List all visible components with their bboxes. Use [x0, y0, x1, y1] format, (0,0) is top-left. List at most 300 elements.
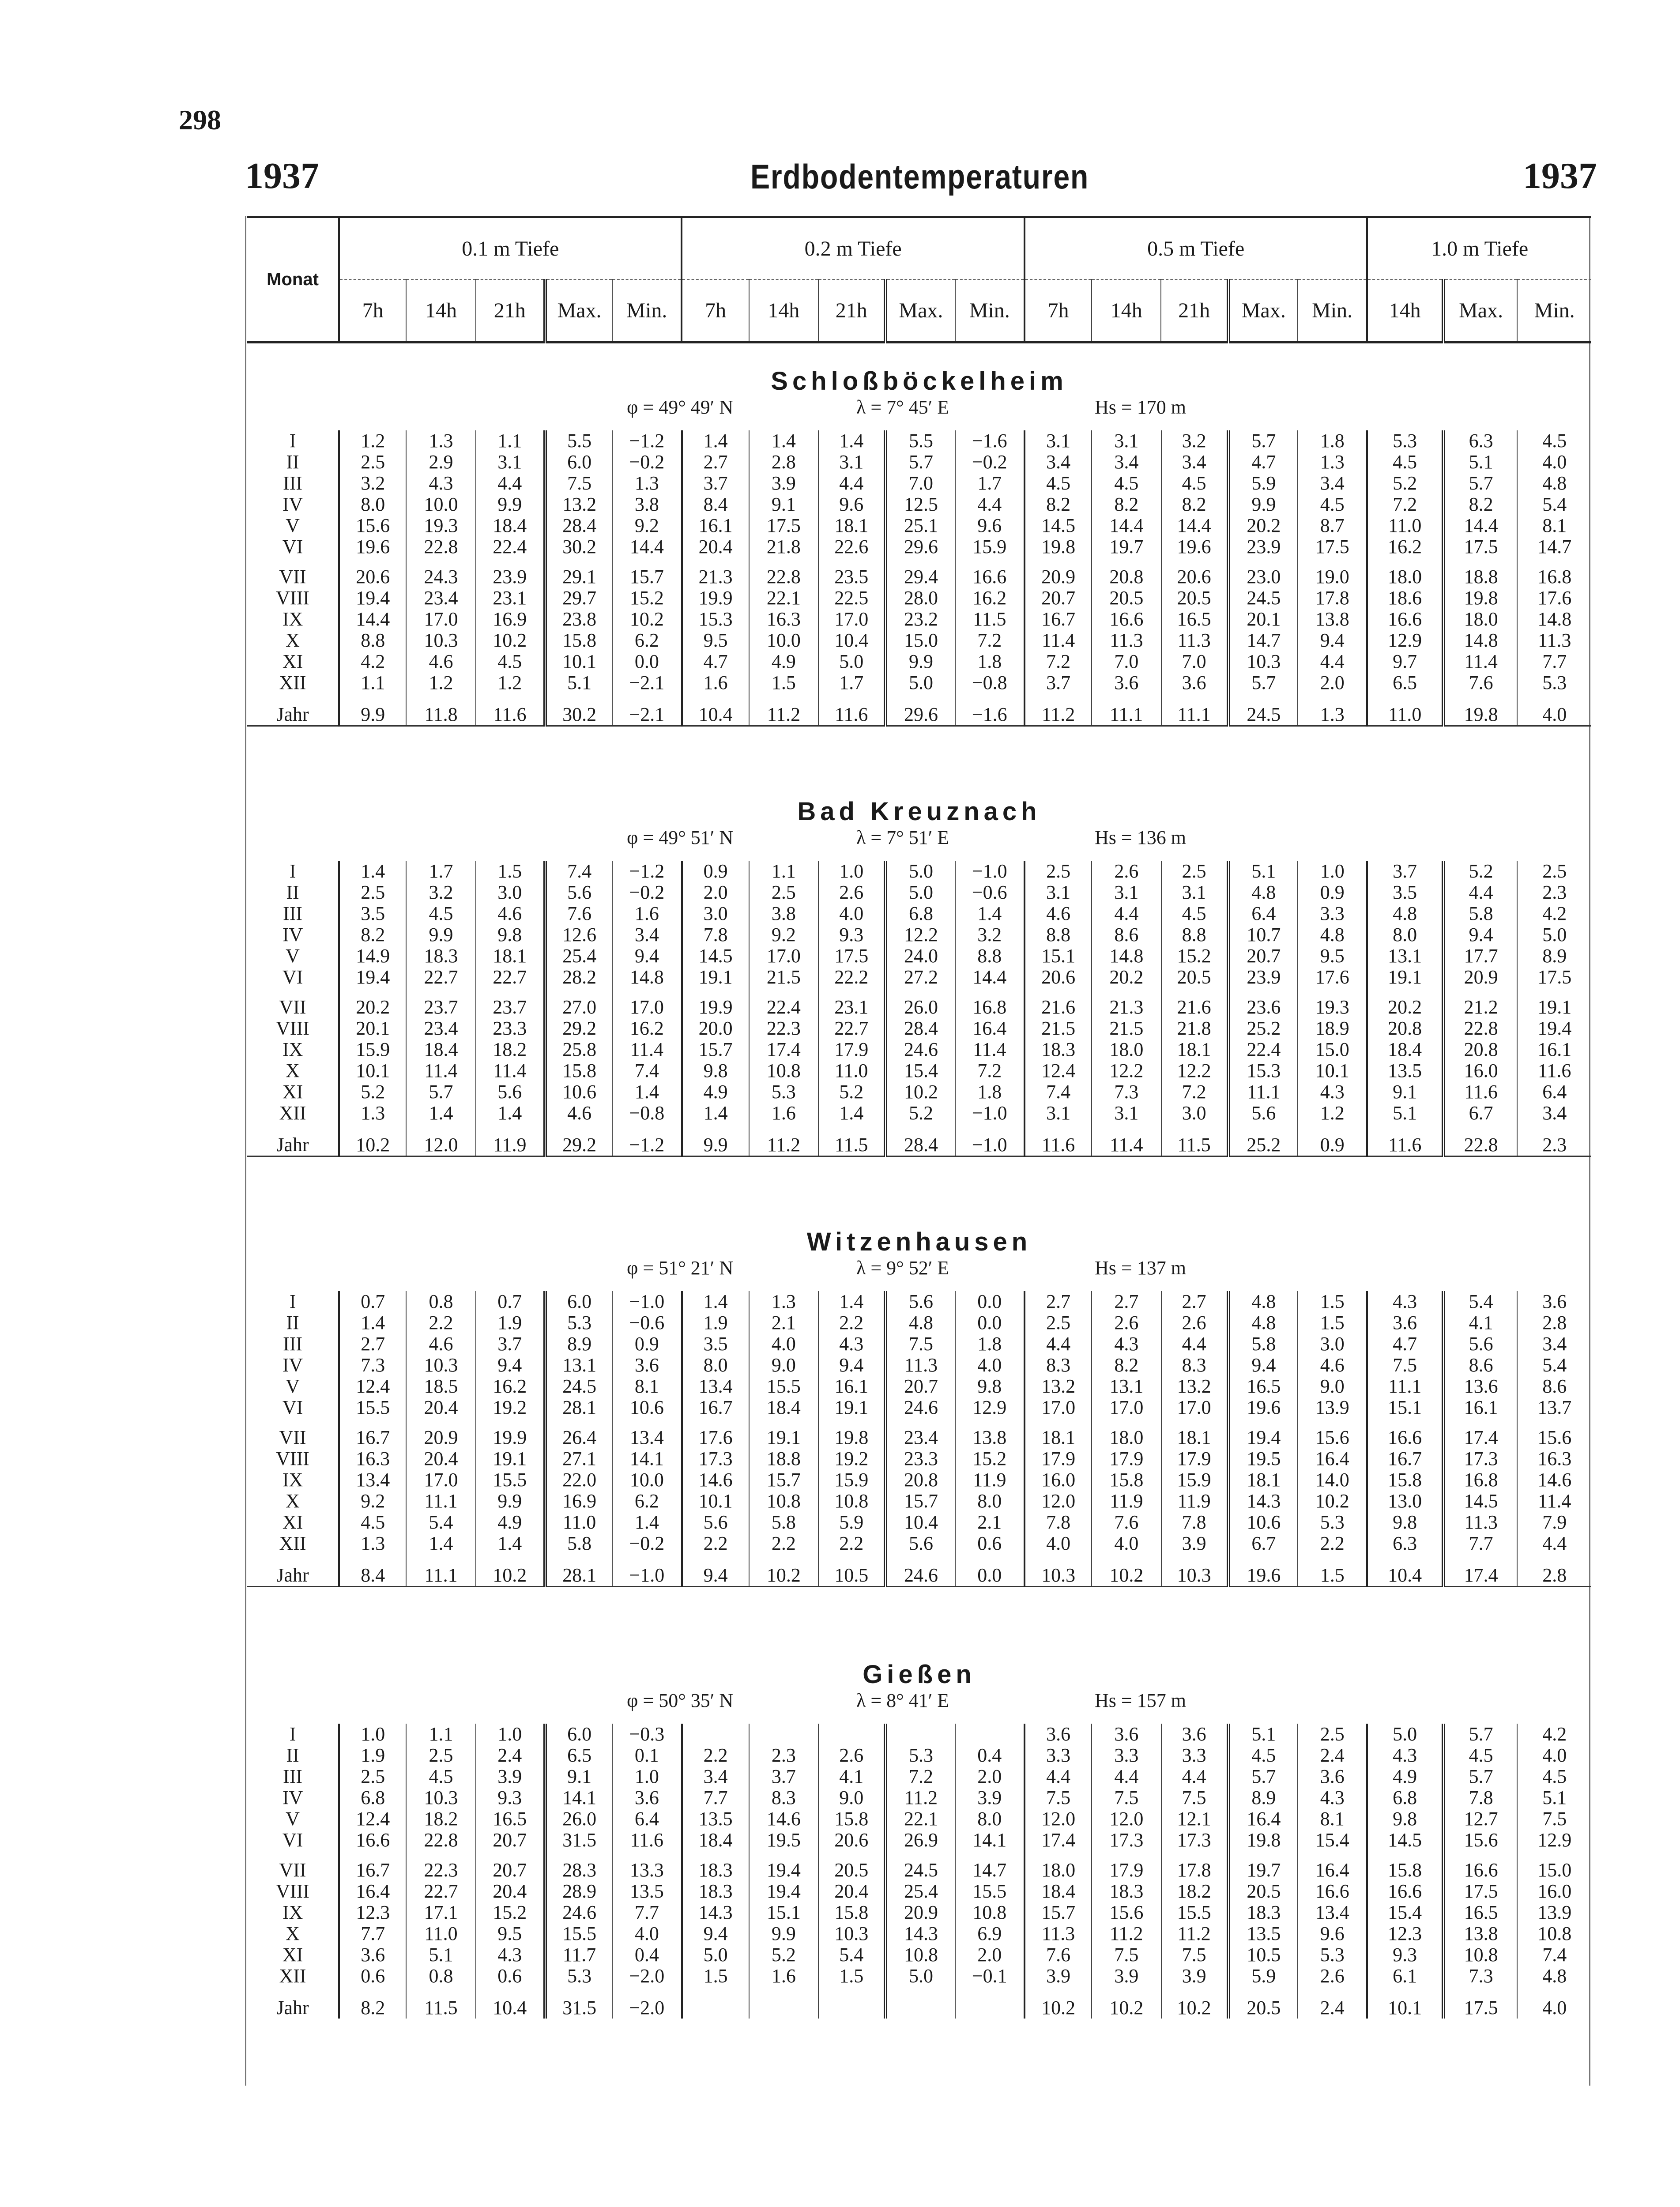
header-monat: Monat: [247, 217, 339, 342]
table-cell: 1.2: [339, 430, 406, 452]
table-cell: 10.6: [612, 1397, 682, 1418]
table-cell: 15.5: [1161, 1902, 1228, 1923]
table-cell: 13.5: [612, 1881, 682, 1902]
table-row: [247, 430, 1591, 452]
month-label: VIII: [276, 587, 309, 609]
month-label: I: [289, 860, 296, 882]
table-row: [247, 1923, 1591, 1944]
table-cell: [955, 1724, 1025, 1745]
month-label: X: [286, 629, 300, 651]
table-cell: 14.6: [749, 1808, 818, 1830]
table-cell: 23.3: [476, 1018, 545, 1039]
table-cell: 9.4: [1228, 1355, 1298, 1376]
table-cell: 19.4: [1517, 1018, 1591, 1039]
table-cell: 18.2: [406, 1808, 475, 1830]
table-cell: 17.9: [1025, 1448, 1092, 1469]
table-cell: 7.2: [1161, 1081, 1228, 1103]
table-cell: 13.3: [612, 1851, 682, 1881]
table-cell: 4.0: [1517, 452, 1591, 473]
table-cell: 14.4: [955, 967, 1025, 988]
table-cell: 25.2: [1228, 1018, 1298, 1039]
table-cell: 19.8: [1443, 693, 1517, 726]
table-cell: 16.6: [1367, 609, 1443, 630]
year-row: [247, 693, 1591, 726]
table-cell: 0.9: [612, 1333, 682, 1355]
table-cell: 20.0: [682, 1018, 749, 1039]
table-cell: 2.5: [339, 1766, 406, 1787]
table-row: [247, 1039, 1591, 1060]
table-cell: 18.4: [1025, 1881, 1092, 1902]
table-cell: 19.5: [1228, 1448, 1298, 1469]
table-cell: 4.5: [1161, 473, 1228, 494]
table-cell: 18.0: [1092, 1039, 1161, 1060]
table-row: [247, 494, 1591, 515]
table-cell: 11.1: [1367, 1376, 1443, 1397]
table-row: [247, 473, 1591, 494]
table-cell: 22.7: [476, 967, 545, 988]
table-cell: 4.4: [1443, 882, 1517, 903]
table-cell: 15.8: [1367, 1469, 1443, 1491]
station-coordinates: [247, 1257, 1591, 1283]
table-cell: 13.9: [1298, 1397, 1367, 1418]
table-cell: 11.4: [1517, 1491, 1591, 1512]
table-cell: −0.3: [612, 1724, 682, 1745]
table-cell: 1.2: [1298, 1103, 1367, 1124]
table-cell: 10.4: [1367, 1554, 1443, 1587]
table-cell: 1.5: [476, 861, 545, 882]
table-cell: 15.0: [1298, 1039, 1367, 1060]
table-cell: 1.5: [682, 1966, 749, 1987]
table-cell: 9.7: [1367, 651, 1443, 672]
table-cell: 11.0: [545, 1512, 612, 1533]
table-cell: 17.0: [406, 1469, 475, 1491]
table-cell: 11.4: [612, 1039, 682, 1060]
table-cell: 10.8: [885, 1944, 955, 1966]
table-cell: 24.5: [885, 1851, 955, 1881]
table-cell: 15.9: [955, 536, 1025, 557]
table-cell: 4.3: [1298, 1081, 1367, 1103]
table-cell: 2.6: [818, 882, 885, 903]
table-cell: 1.3: [406, 430, 475, 452]
table-cell: 7.0: [1092, 651, 1161, 672]
table-cell: 16.8: [1443, 1469, 1517, 1491]
table-cell: 1.4: [476, 1533, 545, 1554]
table-cell: 24.6: [885, 1039, 955, 1060]
table-cell: 16.0: [1443, 1060, 1517, 1081]
table-cell: 2.2: [818, 1533, 885, 1554]
table-cell: 21.5: [1092, 1018, 1161, 1039]
table-cell: 14.8: [1092, 945, 1161, 967]
table-cell: 7.6: [1443, 672, 1517, 693]
table-row: [247, 651, 1591, 672]
header-sub: 21h: [1161, 279, 1228, 342]
table-cell: 1.1: [476, 430, 545, 452]
table-cell: 1.3: [612, 473, 682, 494]
table-cell: 22.6: [818, 536, 885, 557]
table-cell: 4.5: [1161, 903, 1228, 924]
table-cell: 20.7: [1025, 588, 1092, 609]
table-cell: 23.9: [1228, 967, 1298, 988]
month-label: IV: [282, 924, 303, 945]
table-cell: 7.3: [1443, 1966, 1517, 1987]
table-cell: [749, 1987, 818, 2019]
table-cell: 15.2: [1161, 945, 1228, 967]
table-cell: 20.8: [885, 1469, 955, 1491]
header-group-1-0m: 1.0 m Tiefe: [1367, 217, 1591, 279]
table-cell: 10.3: [818, 1923, 885, 1944]
table-cell: 4.1: [818, 1766, 885, 1787]
table-cell: 8.2: [1092, 494, 1161, 515]
table-cell: 16.1: [818, 1376, 885, 1397]
table-cell: −0.6: [955, 882, 1025, 903]
table-cell: 8.0: [955, 1808, 1025, 1830]
table-cell: 16.5: [1443, 1902, 1517, 1923]
table-cell: 6.8: [339, 1787, 406, 1808]
table-cell: 23.4: [406, 1018, 475, 1039]
table-cell: 2.1: [749, 1312, 818, 1333]
table-cell: 3.7: [476, 1333, 545, 1355]
table-row: [247, 1512, 1591, 1533]
table-cell: 3.0: [476, 882, 545, 903]
table-cell: 23.7: [476, 988, 545, 1018]
header-group-0-5m: 0.5 m Tiefe: [1025, 217, 1367, 279]
table-cell: 10.4: [682, 693, 749, 726]
table-cell: 17.9: [1092, 1851, 1161, 1881]
table-cell: 9.6: [818, 494, 885, 515]
table-cell: 20.5: [818, 1851, 885, 1881]
table-cell: 17.0: [1025, 1397, 1092, 1418]
table-row: [247, 1745, 1591, 1766]
coord-phi: φ = 51° 21′ N: [627, 1257, 734, 1279]
table-cell: 11.9: [1092, 1491, 1161, 1512]
table-cell: 19.6: [1228, 1554, 1298, 1587]
table-cell: 5.3: [545, 1966, 612, 1987]
table-cell: 15.1: [749, 1902, 818, 1923]
table-cell: 4.6: [1025, 903, 1092, 924]
table-cell: 26.0: [885, 988, 955, 1018]
table-cell: 0.4: [955, 1745, 1025, 1766]
table-cell: 16.2: [612, 1018, 682, 1039]
month-label: VII: [279, 996, 306, 1018]
table-cell: 16.4: [955, 1018, 1025, 1039]
table-cell: 4.3: [476, 1944, 545, 1966]
month-label: IX: [282, 1469, 303, 1491]
month-label: II: [286, 451, 299, 473]
table-cell: 3.4: [1092, 452, 1161, 473]
coord-height: Hs = 170 m: [1095, 396, 1186, 418]
station-block: [247, 366, 1591, 727]
table-cell: 19.1: [1367, 967, 1443, 988]
table-cell: 20.2: [1228, 515, 1298, 536]
table-cell: 5.8: [1443, 903, 1517, 924]
table-cell: 2.7: [682, 452, 749, 473]
table-cell: 4.5: [406, 1766, 475, 1787]
table-cell: 5.1: [545, 672, 612, 693]
table-cell: 23.7: [406, 988, 475, 1018]
table-cell: 18.1: [1228, 1469, 1298, 1491]
table-cell: 9.4: [682, 1923, 749, 1944]
table-row: [247, 452, 1591, 473]
table-cell: 17.1: [406, 1902, 475, 1923]
table-cell: 9.1: [545, 1766, 612, 1787]
table-cell: 15.4: [885, 1060, 955, 1081]
table-cell: 22.3: [749, 1018, 818, 1039]
table-cell: 4.3: [1367, 1291, 1443, 1312]
table-cell: 16.1: [1443, 1397, 1517, 1418]
table-cell: 7.3: [1092, 1081, 1161, 1103]
table-cell: 20.9: [885, 1902, 955, 1923]
table-cell: 7.7: [682, 1787, 749, 1808]
month-label: XI: [282, 1944, 303, 1966]
table-cell: 3.6: [1298, 1766, 1367, 1787]
table-cell: 3.6: [1367, 1312, 1443, 1333]
table-cell: −1.6: [955, 693, 1025, 726]
table-row: [247, 1533, 1591, 1554]
table-cell: 13.8: [1298, 609, 1367, 630]
table-cell: 10.2: [476, 1554, 545, 1587]
table-cell: 4.4: [818, 473, 885, 494]
table-cell: 4.5: [1443, 1745, 1517, 1766]
table-cell: 8.2: [1161, 494, 1228, 515]
table-cell: 8.7: [1298, 515, 1367, 536]
station-table: [247, 861, 1591, 1157]
table-cell: 4.0: [1517, 1745, 1591, 1766]
table-cell: 5.3: [1517, 672, 1591, 693]
table-cell: 7.8: [1443, 1787, 1517, 1808]
station-coordinates: [247, 396, 1591, 422]
table-cell: 4.6: [476, 903, 545, 924]
table-cell: 3.4: [1298, 473, 1367, 494]
month-label: XII: [279, 1533, 306, 1554]
table-cell: 15.6: [1517, 1418, 1591, 1448]
table-cell: 4.8: [1517, 1966, 1591, 1987]
table-cell: 5.1: [1367, 1103, 1443, 1124]
table-cell: −0.6: [612, 1312, 682, 1333]
table-cell: 5.7: [1228, 1766, 1298, 1787]
table-cell: 4.5: [1298, 494, 1367, 515]
table-cell: 8.6: [1517, 1376, 1591, 1397]
coord-lambda: λ = 7° 45′ E: [856, 396, 949, 418]
table-cell: 10.3: [1161, 1554, 1228, 1587]
table-cell: −0.2: [955, 452, 1025, 473]
table-cell: 4.4: [1092, 1766, 1161, 1787]
table-cell: 26.9: [885, 1830, 955, 1851]
table-cell: 20.9: [1025, 557, 1092, 588]
table-cell: 3.5: [339, 903, 406, 924]
table-cell: 5.1: [1443, 452, 1517, 473]
column-header: [247, 216, 1591, 343]
table-cell: 10.6: [545, 1081, 612, 1103]
table-cell: 1.0: [1298, 861, 1367, 882]
table-cell: 1.5: [1298, 1554, 1367, 1587]
table-cell: 3.9: [749, 473, 818, 494]
table-cell: 10.4: [818, 630, 885, 651]
header-sub: Min.: [955, 279, 1025, 342]
table-cell: 16.3: [749, 609, 818, 630]
table-cell: 28.3: [545, 1851, 612, 1881]
month-label: IV: [282, 1354, 303, 1376]
table-cell: 11.1: [406, 1554, 475, 1587]
table-cell: 1.2: [476, 672, 545, 693]
table-cell: 8.8: [955, 945, 1025, 967]
table-cell: 7.2: [955, 630, 1025, 651]
table-cell: 5.3: [1367, 430, 1443, 452]
table-cell: 2.4: [1298, 1745, 1367, 1766]
table-cell: 4.5: [1025, 473, 1092, 494]
header-sub: 7h: [682, 279, 749, 342]
table-cell: 6.3: [1367, 1533, 1443, 1554]
table-cell: 3.6: [1092, 672, 1161, 693]
table-cell: 19.3: [406, 515, 475, 536]
table-cell: 16.3: [339, 1448, 406, 1469]
table-cell: 14.4: [612, 536, 682, 557]
table-row: [247, 1966, 1591, 1987]
table-cell: 7.7: [1517, 651, 1591, 672]
table-cell: 5.6: [476, 1081, 545, 1103]
table-cell: 25.2: [1228, 1124, 1298, 1156]
table-cell: 19.1: [682, 967, 749, 988]
table-cell: 16.5: [1228, 1376, 1298, 1397]
table-cell: 4.4: [1092, 903, 1161, 924]
table-cell: 13.2: [1025, 1376, 1092, 1397]
table-cell: 16.7: [682, 1397, 749, 1418]
table-cell: 9.0: [749, 1355, 818, 1376]
table-cell: 15.6: [1298, 1418, 1367, 1448]
table-cell: 19.2: [476, 1397, 545, 1418]
table-cell: 20.6: [1161, 557, 1228, 588]
header-sub: Max.: [1228, 279, 1298, 342]
table-cell: 4.4: [476, 473, 545, 494]
table-cell: 0.7: [339, 1291, 406, 1312]
table-cell: 3.1: [1092, 882, 1161, 903]
table-cell: 13.0: [1367, 1491, 1443, 1512]
table-cell: 22.3: [406, 1851, 475, 1881]
table-cell: 15.8: [818, 1808, 885, 1830]
table-cell: 15.8: [1367, 1851, 1443, 1881]
table-cell: 13.5: [682, 1808, 749, 1830]
table-row: [247, 967, 1591, 988]
table-cell: 5.6: [545, 882, 612, 903]
table-cell: 15.8: [1092, 1469, 1161, 1491]
table-cell: −1.6: [955, 430, 1025, 452]
table-cell: 15.2: [955, 1448, 1025, 1469]
table-cell: −1.0: [612, 1554, 682, 1587]
table-cell: 23.1: [476, 588, 545, 609]
table-cell: 20.1: [339, 1018, 406, 1039]
table-cell: 4.5: [339, 1512, 406, 1533]
table-cell: 29.1: [545, 557, 612, 588]
table-cell: 1.3: [339, 1533, 406, 1554]
table-cell: 17.4: [1443, 1418, 1517, 1448]
table-cell: 10.8: [749, 1060, 818, 1081]
table-cell: 19.6: [1161, 536, 1228, 557]
table-cell: 2.7: [1161, 1291, 1228, 1312]
table-cell: 3.9: [955, 1787, 1025, 1808]
table-cell: 10.2: [339, 1124, 406, 1156]
table-cell: 3.0: [1298, 1333, 1367, 1355]
table-cell: 18.3: [1228, 1902, 1298, 1923]
table-cell: 5.6: [885, 1533, 955, 1554]
table-cell: 8.3: [749, 1787, 818, 1808]
table-cell: 5.7: [1228, 672, 1298, 693]
table-cell: 1.3: [749, 1291, 818, 1312]
table-cell: 20.5: [1161, 588, 1228, 609]
table-cell: 4.1: [1443, 1312, 1517, 1333]
table-cell: 3.1: [1025, 1103, 1092, 1124]
table-cell: 7.5: [1092, 1787, 1161, 1808]
table-row: [247, 588, 1591, 609]
table-cell: 21.5: [749, 967, 818, 988]
month-label: VI: [282, 1829, 303, 1851]
month-label: VIII: [276, 1017, 309, 1039]
table-cell: 4.3: [1298, 1787, 1367, 1808]
table-cell: 14.1: [545, 1787, 612, 1808]
table-cell: 5.7: [1443, 1766, 1517, 1787]
table-cell: 20.8: [1092, 557, 1161, 588]
table-cell: 4.9: [749, 651, 818, 672]
table-cell: 11.1: [1092, 693, 1161, 726]
table-cell: 7.5: [1367, 1355, 1443, 1376]
table-cell: 11.9: [476, 1124, 545, 1156]
table-cell: 11.5: [406, 1987, 475, 2019]
table-cell: [818, 1724, 885, 1745]
table-cell: 20.9: [1443, 967, 1517, 988]
table-cell: 16.4: [1228, 1808, 1298, 1830]
table-cell: 3.4: [1025, 452, 1092, 473]
table-cell: 5.3: [545, 1312, 612, 1333]
table-cell: 14.8: [1517, 609, 1591, 630]
table-cell: 22.7: [818, 1018, 885, 1039]
table-row: [247, 1312, 1591, 1333]
table-cell: 17.8: [1298, 588, 1367, 609]
table-cell: 9.8: [1367, 1512, 1443, 1533]
table-cell: 4.6: [545, 1103, 612, 1124]
table-cell: 5.0: [1367, 1724, 1443, 1745]
table-cell: 18.9: [1298, 1018, 1367, 1039]
table-cell: 18.0: [1367, 557, 1443, 588]
table-cell: 15.8: [545, 630, 612, 651]
header-sub: 14h: [406, 279, 475, 342]
table-cell: 3.6: [1517, 1291, 1591, 1312]
year-label: Jahr: [247, 693, 339, 726]
table-cell: 24.5: [545, 1376, 612, 1397]
table-cell: 3.3: [1092, 1745, 1161, 1766]
table-cell: 14.8: [612, 967, 682, 988]
station-table: [247, 1291, 1591, 1587]
table-cell: 11.2: [1025, 693, 1092, 726]
table-cell: 4.8: [1367, 903, 1443, 924]
month-label: V: [286, 945, 300, 967]
table-cell: 4.3: [406, 473, 475, 494]
table-cell: 18.2: [476, 1039, 545, 1060]
table-cell: 4.3: [1367, 1745, 1443, 1766]
table-cell: 11.3: [885, 1355, 955, 1376]
table-cell: 8.6: [1092, 924, 1161, 945]
table-cell: 4.8: [1298, 924, 1367, 945]
year-right: 1937: [1523, 155, 1597, 196]
table-cell: 1.4: [612, 1512, 682, 1533]
table-cell: 5.4: [818, 1944, 885, 1966]
table-cell: 5.3: [1298, 1512, 1367, 1533]
table-cell: 5.1: [1228, 1724, 1298, 1745]
table-cell: 22.8: [406, 536, 475, 557]
table-cell: 8.9: [1517, 945, 1591, 967]
table-cell: 14.3: [1228, 1491, 1298, 1512]
table-cell: 1.7: [955, 473, 1025, 494]
table-cell: 5.4: [1517, 494, 1591, 515]
table-cell: 15.9: [339, 1039, 406, 1060]
table-cell: 11.6: [612, 1830, 682, 1851]
